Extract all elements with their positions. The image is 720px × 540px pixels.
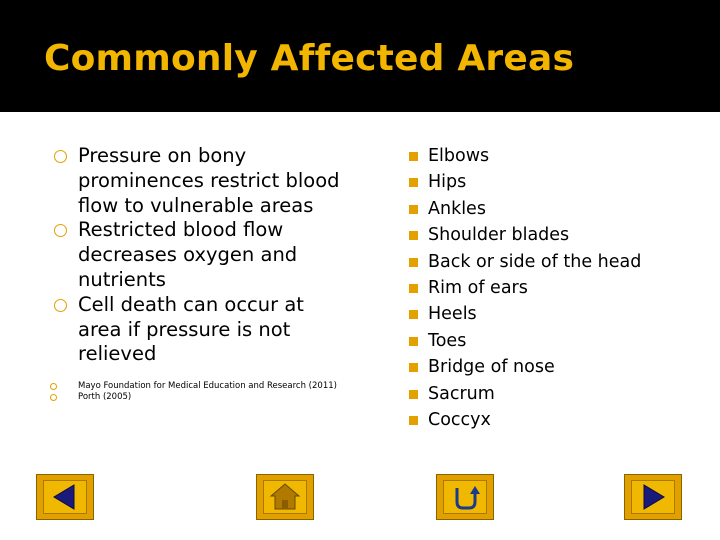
square-bullet-icon [409, 258, 418, 267]
return-arrow-icon [443, 480, 487, 514]
left-content [30, 144, 350, 403]
reference-item [30, 392, 350, 403]
bullet-item [30, 144, 350, 218]
square-bullet-icon [409, 205, 418, 214]
slide-title: Commonly Affected Areas [44, 38, 575, 79]
area-text: Sacrum [428, 383, 495, 404]
title-bar [0, 0, 720, 112]
list-item [408, 275, 708, 301]
bullet-text: Cell death can occur at area if pressure is not relieved [78, 292, 304, 366]
area-text: Heels [428, 304, 477, 325]
area-text: Bridge of nose [428, 357, 555, 378]
square-bullet-icon [409, 363, 418, 372]
square-bullet-icon [409, 284, 418, 293]
bullet-text: Pressure on bony prominences restrict blood flow to vulnerable areas [78, 144, 340, 217]
ring-bullet-icon [54, 299, 67, 312]
ring-bullet-icon [54, 150, 67, 163]
area-text: Shoulder blades [428, 225, 570, 246]
area-text: Back or side of the head [428, 251, 642, 272]
area-text: Elbows [428, 146, 490, 166]
list-item [408, 196, 708, 222]
bullet-text: Restricted blood flow decreases oxygen and nutrients [78, 218, 298, 291]
reference-text: Porth (2005) [78, 392, 132, 403]
return-button[interactable] [436, 474, 494, 520]
reference-item [30, 381, 350, 392]
list-item [408, 407, 708, 433]
square-bullet-icon [409, 390, 418, 399]
next-slide-button[interactable] [624, 474, 682, 520]
list-item [408, 328, 708, 354]
area-text: Ankles [428, 198, 486, 219]
reference-text: Mayo Foundation for Medical Education and Research (2011) [78, 381, 337, 392]
list-item [408, 143, 708, 169]
area-text: Toes [428, 330, 467, 351]
list-item [408, 222, 708, 248]
square-bullet-icon [409, 337, 418, 346]
square-bullet-icon [409, 152, 418, 161]
area-text: Rim of ears [428, 278, 528, 299]
list-item [408, 354, 708, 380]
home-icon [263, 480, 307, 514]
square-bullet-icon [409, 178, 418, 187]
bullet-item [30, 293, 350, 367]
references [30, 381, 350, 403]
ring-bullet-icon [54, 224, 67, 237]
affected-areas-list [408, 143, 708, 433]
list-item [408, 301, 708, 327]
square-bullet-icon [409, 310, 418, 319]
area-text: Hips [428, 172, 467, 193]
triangle-right-icon [631, 480, 675, 514]
previous-slide-button[interactable] [36, 474, 94, 520]
bullet-item [30, 218, 350, 292]
ring-bullet-icon [50, 383, 57, 390]
home-button[interactable] [256, 474, 314, 520]
square-bullet-icon [409, 416, 418, 425]
ring-bullet-icon [50, 394, 57, 401]
square-bullet-icon [409, 231, 418, 240]
triangle-left-icon [43, 480, 87, 514]
list-item [408, 249, 708, 275]
area-text: Coccyx [428, 410, 491, 431]
list-item [408, 381, 708, 407]
list-item [408, 169, 708, 195]
